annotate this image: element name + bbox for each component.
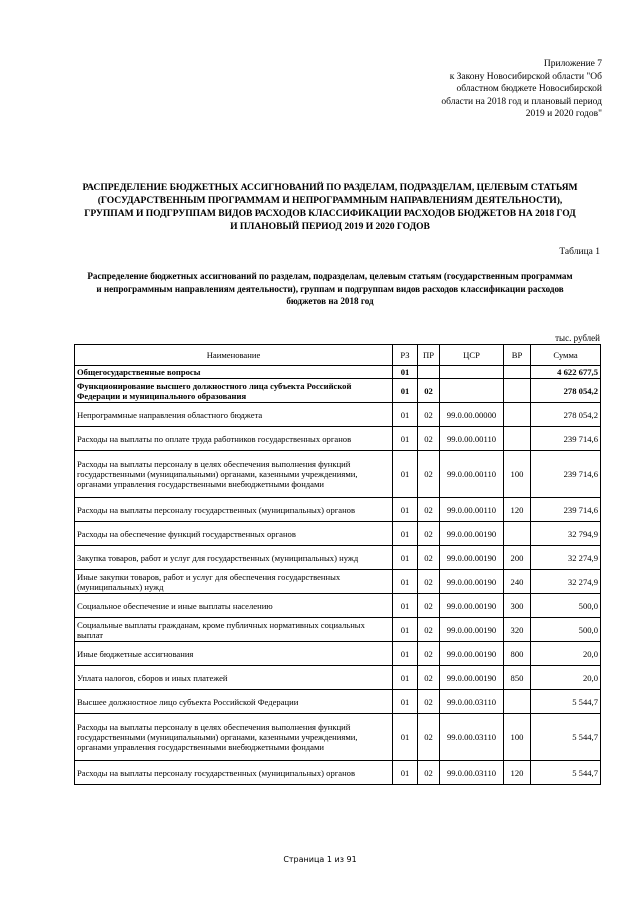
subtitle-line: Распределение бюджетных ассигнований по разделам, подразделам, целевым статьям (государственным программам [87, 271, 573, 281]
header-name: Наименование [75, 345, 393, 366]
cell-vr [504, 522, 531, 546]
cell-csr: 99.0.00.00190 [440, 570, 504, 594]
cell-vr: 200 [504, 546, 531, 570]
cell-pr: 02 [418, 690, 440, 714]
cell-name: Расходы на выплаты персоналу в целях обеспечения выполнения функций государственными (муниципальными) органами, казенными учреждениями, органами управления государственными внебюджетными фондами [75, 451, 393, 498]
cell-csr: 99.0.00.03110 [440, 714, 504, 761]
cell-vr: 100 [504, 714, 531, 761]
cell-pr: 02 [418, 427, 440, 451]
subtitle-line: и непрограммным направлениям деятельности), группам и подгруппам видов расходов классификации расходов [96, 283, 564, 294]
cell-pr: 02 [418, 546, 440, 570]
cell-pr: 02 [418, 403, 440, 427]
table-header-row [75, 345, 601, 366]
cell-vr: 850 [504, 666, 531, 690]
table-number: Таблица 1 [559, 247, 600, 257]
cell-rz: 01 [393, 594, 418, 618]
cell-csr: 99.0.00.00000 [440, 403, 504, 427]
table-subtitle [68, 270, 592, 308]
cell-rz: 01 [393, 427, 418, 451]
cell-vr: 320 [504, 618, 531, 642]
cell-csr: 99.0.00.00190 [440, 594, 504, 618]
cell-pr: 02 [418, 522, 440, 546]
cell-csr: 99.0.00.00190 [440, 666, 504, 690]
cell-rz: 01 [393, 761, 418, 785]
cell-sum: 32 274,9 [531, 546, 601, 570]
cell-rz: 01 [393, 690, 418, 714]
cell-rz: 01 [393, 498, 418, 522]
title-line: И ПЛАНОВЫЙ ПЕРИОД 2019 И 2020 ГОДОВ [230, 221, 430, 232]
cell-pr: 02 [418, 761, 440, 785]
cell-pr: 02 [418, 570, 440, 594]
cell-vr [504, 690, 531, 714]
appendix-line: области на 2018 год и плановый период [441, 96, 602, 107]
table-row [75, 427, 601, 451]
cell-name: Функционирование высшего должностного лица субъекта Российской Федерации и муниципального образования [75, 379, 393, 403]
cell-name: Иные бюджетные ассигнования [75, 642, 393, 666]
cell-sum: 239 714,6 [531, 427, 601, 451]
cell-sum: 278 054,2 [531, 403, 601, 427]
appendix-line: к Закону Новосибирской области "Об [449, 71, 602, 82]
header-pr: ПР [418, 345, 440, 366]
table-row [75, 546, 601, 570]
header-vr: ВР [504, 345, 531, 366]
cell-name: Социальное обеспечение и иные выплаты населению [75, 594, 393, 618]
budget-table [74, 344, 601, 785]
cell-pr: 02 [418, 379, 440, 403]
cell-name: Социальные выплаты гражданам, кроме публичных нормативных социальных выплат [75, 618, 393, 642]
cell-csr: 99.0.00.00190 [440, 642, 504, 666]
cell-sum: 500,0 [531, 594, 601, 618]
units-label: тыс. рублей [555, 333, 600, 343]
cell-name: Иные закупки товаров, работ и услуг для обеспечения государственных (муниципальных) нужд [75, 570, 393, 594]
table-body [75, 366, 601, 785]
appendix-line: 2019 и 2020 годов" [525, 109, 602, 119]
table-row [75, 451, 601, 498]
cell-csr [440, 379, 504, 403]
cell-vr: 240 [504, 570, 531, 594]
cell-vr: 800 [504, 642, 531, 666]
table-row [75, 379, 601, 403]
header-rz: РЗ [393, 345, 418, 366]
cell-sum: 5 544,7 [531, 714, 601, 761]
cell-sum: 5 544,7 [531, 690, 601, 714]
cell-name: Уплата налогов, сборов и иных платежей [75, 666, 393, 690]
appendix-line: областном бюджете Новосибирской [456, 84, 602, 94]
cell-csr [440, 366, 504, 379]
cell-name: Расходы на выплаты персоналу государственных (муниципальных) органов [75, 498, 393, 522]
cell-csr: 99.0.00.00190 [440, 618, 504, 642]
cell-rz: 01 [393, 451, 418, 498]
cell-name: Расходы на выплаты персоналу в целях обеспечения выполнения функций государственными (муниципальными) органами, казенными учреждениями, органами управления государственными внебюджетными фондами [75, 714, 393, 761]
table-row [75, 714, 601, 761]
cell-pr: 02 [418, 618, 440, 642]
cell-name: Общегосударственные вопросы [75, 366, 393, 379]
cell-csr: 99.0.00.00110 [440, 451, 504, 498]
cell-pr: 02 [418, 451, 440, 498]
header-sum: Сумма [531, 345, 601, 366]
cell-sum: 278 054,2 [531, 379, 601, 403]
cell-pr: 02 [418, 714, 440, 761]
cell-name: Расходы на выплаты по оплате труда работников государственных органов [75, 427, 393, 451]
cell-pr: 02 [418, 594, 440, 618]
cell-name: Высшее должностное лицо субъекта Российской Федерации [75, 690, 393, 714]
cell-rz: 01 [393, 366, 418, 379]
cell-pr [418, 366, 440, 379]
cell-sum: 239 714,6 [531, 451, 601, 498]
cell-csr: 99.0.00.00110 [440, 498, 504, 522]
table-row [75, 618, 601, 642]
cell-rz: 01 [393, 570, 418, 594]
cell-rz: 01 [393, 379, 418, 403]
table-row [75, 690, 601, 714]
table-row [75, 642, 601, 666]
appendix-note [402, 58, 602, 121]
cell-sum: 5 544,7 [531, 761, 601, 785]
cell-vr [504, 427, 531, 451]
cell-vr: 300 [504, 594, 531, 618]
title-line: ГРУППАМ И ПОДГРУППАМ ВИДОВ РАСХОДОВ КЛАССИФИКАЦИИ РАСХОДОВ БЮДЖЕТОВ НА 2018 ГОД [84, 208, 576, 219]
cell-name: Непрограммные направления областного бюджета [75, 403, 393, 427]
cell-rz: 01 [393, 714, 418, 761]
table-row [75, 594, 601, 618]
cell-csr: 99.0.00.00190 [440, 522, 504, 546]
cell-vr: 100 [504, 451, 531, 498]
cell-rz: 01 [393, 403, 418, 427]
cell-vr: 120 [504, 761, 531, 785]
cell-sum: 20,0 [531, 666, 601, 690]
cell-vr [504, 403, 531, 427]
cell-name: Расходы на выплаты персоналу государственных (муниципальных) органов [75, 761, 393, 785]
cell-vr [504, 379, 531, 403]
table-row [75, 761, 601, 785]
document-title [60, 181, 600, 233]
cell-pr: 02 [418, 642, 440, 666]
cell-csr: 99.0.00.03110 [440, 761, 504, 785]
cell-csr: 99.0.00.03110 [440, 690, 504, 714]
cell-vr: 120 [504, 498, 531, 522]
title-line: (ГОСУДАРСТВЕННЫМ ПРОГРАММАМ И НЕПРОГРАММНЫМ НАПРАВЛЕНИЯМ ДЕЯТЕЛЬНОСТИ), [97, 195, 563, 206]
table-row [75, 366, 601, 379]
table-row [75, 522, 601, 546]
cell-csr: 99.0.00.00110 [440, 427, 504, 451]
subtitle-line: бюджетов на 2018 год [286, 296, 374, 306]
cell-rz: 01 [393, 642, 418, 666]
cell-sum: 4 622 677,5 [531, 366, 601, 379]
cell-pr: 02 [418, 498, 440, 522]
page-footer: Страница 1 из 91 [283, 855, 357, 864]
cell-pr: 02 [418, 666, 440, 690]
cell-sum: 32 794,9 [531, 522, 601, 546]
header-csr: ЦСР [440, 345, 504, 366]
cell-rz: 01 [393, 666, 418, 690]
table-row [75, 403, 601, 427]
cell-name: Расходы на обеспечение функций государственных органов [75, 522, 393, 546]
cell-name: Закупка товаров, работ и услуг для государственных (муниципальных) нужд [75, 546, 393, 570]
cell-sum: 32 274,9 [531, 570, 601, 594]
cell-vr [504, 366, 531, 379]
table-row [75, 666, 601, 690]
cell-rz: 01 [393, 522, 418, 546]
cell-sum: 500,0 [531, 618, 601, 642]
table-row [75, 570, 601, 594]
cell-sum: 20,0 [531, 642, 601, 666]
title-line: РАСПРЕДЕЛЕНИЕ БЮДЖЕТНЫХ АССИГНОВАНИЙ ПО РАЗДЕЛАМ, ПОДРАЗДЕЛАМ, ЦЕЛЕВЫМ СТАТЬЯМ [82, 182, 578, 193]
cell-rz: 01 [393, 546, 418, 570]
cell-csr: 99.0.00.00190 [440, 546, 504, 570]
cell-sum: 239 714,6 [531, 498, 601, 522]
cell-rz: 01 [393, 618, 418, 642]
table-row [75, 498, 601, 522]
appendix-line: Приложение 7 [543, 59, 602, 69]
